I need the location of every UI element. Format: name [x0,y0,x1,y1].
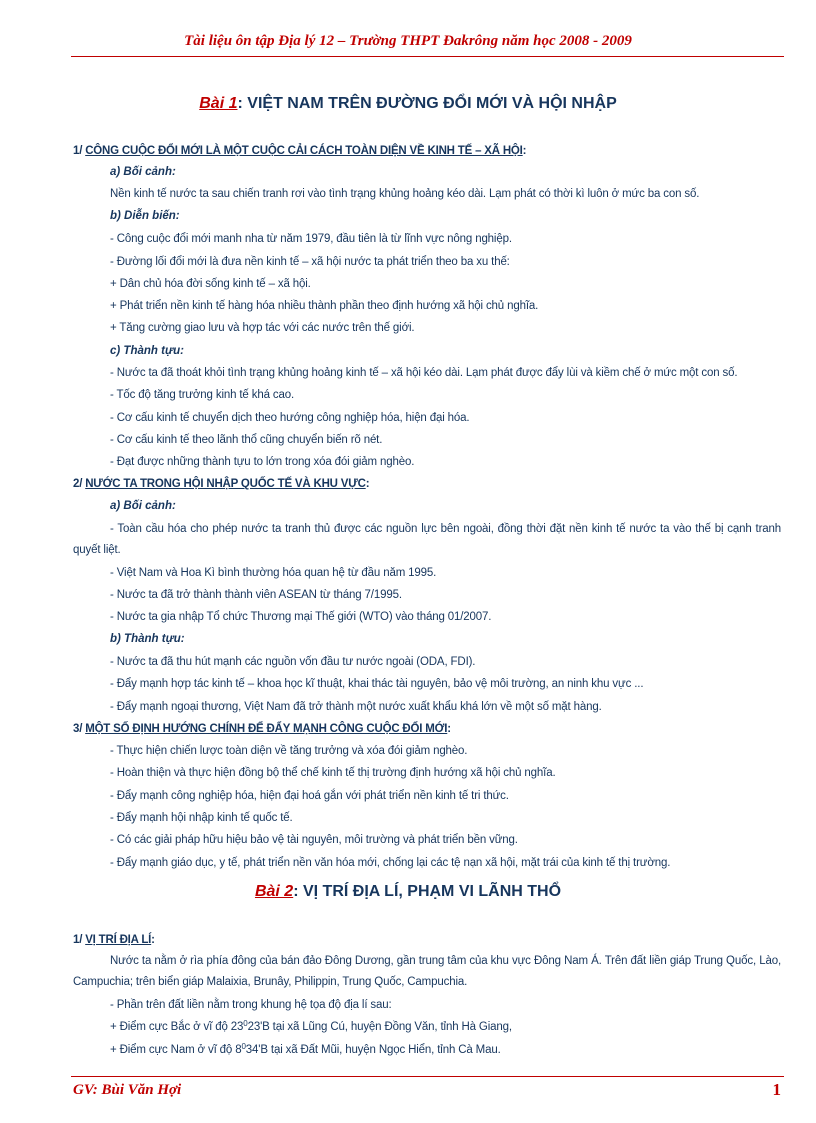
section-colon: : [522,145,527,157]
section-number: 1/ [73,934,86,946]
list-item [110,1021,782,1033]
list-item: - Cơ cấu kinh tế chuyển dịch theo hướng công nghiệp hóa, hiện đại hóa. [110,412,470,424]
list-item: - Hoàn thiện và thực hiện đồng bộ thể chế kinh tế thị trường định hướng xã hội chủ nghĩa. [110,767,556,779]
list-item: - Nước ta đã thu hút mạnh các nguồn vốn đầu tư nước ngoài (ODA, FDI). [110,656,476,668]
subheading-a: a) Bối cảnh: [110,500,176,512]
list-item: - Đường lối đổi mới là đưa nền kinh tế – xã hội nước ta phát triển theo ba xu thế: [110,256,510,268]
section-number: 1/ [73,145,86,157]
section-title: VỊ TRÍ ĐỊA LÍ [85,934,152,946]
lesson1-number: Bài 1 [199,95,238,112]
lesson1-heading: : VIỆT NAM TRÊN ĐƯỜNG ĐỔI MỚI VÀ HỘI NHẬP [237,95,617,112]
subheading-c: c) Thành tựu: [110,345,185,357]
list-item: - Công cuộc đổi mới manh nha từ năm 1979, đầu tiên là từ lĩnh vực nông nghiệp. [110,233,512,245]
list-item: - Nước ta gia nhập Tổ chức Thương mại Thế giới (WTO) vào tháng 01/2007. [110,611,492,623]
list-item: - Cơ cấu kinh tế theo lãnh thổ cũng chuyển biến rõ nét. [110,434,383,446]
section-title: NƯỚC TA TRONG HỘI NHẬP QUỐC TẾ VÀ KHU VỰC [85,478,366,490]
list-item: - Đẩy mạnh giáo dục, y tế, phát triển nền văn hóa mới, chống lại các tệ nạn xã hội, mặt trái của kinh tế thị trường. [110,857,671,869]
list-item: + Tăng cường giao lưu và hợp tác với các nước trên thế giới. [110,322,415,334]
list-item: - Đẩy mạnh ngoại thương, Việt Nam đã trở thành một nước xuất khẩu khá lớn về một số mặt hàng. [110,701,602,713]
list-item: - Phần trên đất liền nằm trong khung hệ tọa độ địa lí sau: [110,999,392,1011]
list-item: - Đẩy mạnh công nghiệp hóa, hiện đại hoá gắn với phát triển nền kinh tế tri thức. [110,790,509,802]
subheading-b: b) Diễn biến: [110,210,180,222]
section-title: CÔNG CUỘC ĐỔI MỚI LÀ MỘT CUỘC CẢI CÁCH TOÀN DIỆN VỀ KINH TẾ – XÃ HỘI [85,145,523,157]
list-item: - Tốc độ tăng trưởng kinh tế khá cao. [110,389,294,401]
lesson2-number: Bài 2 [254,883,294,900]
footer-author: GV: Bùi Văn Hợi [73,1082,182,1098]
lesson2-heading: : VỊ TRÍ ĐỊA LÍ, PHẠM VI LÃNH THỔ [293,883,562,900]
subheading-a: a) Bối cảnh: [110,166,176,178]
section-1-heading [73,145,526,157]
section-number: 2/ [73,478,86,490]
list-item: - Đẩy mạnh hợp tác kinh tế – khoa học kĩ thuật, khai thác tài nguyên, bảo vệ môi trường, an ninh khu vực ... [110,678,644,690]
coordinate-text: 23'B tại xã Lũng Cú, huyện Đồng Văn, tỉnh Hà Giang, [247,1021,512,1033]
degree-sup: 0 [241,1042,246,1051]
list-item: + Dân chủ hóa đời sống kinh tế – xã hội. [110,278,311,290]
coordinate-text: 34'B tại xã Đất Mũi, huyện Ngọc Hiển, tỉnh Cà Mau. [245,1044,501,1056]
list-item: - Nước ta đã thoát khỏi tình trạng khủng hoảng kinh tế – xã hội kéo dài. Lạm phát được đẩy lùi và kiềm chế ở mức một con số. [110,367,738,379]
section-3-heading [73,723,451,735]
list-item: + Phát triển nền kinh tế hàng hóa nhiều thành phần theo định hướng xã hội chủ nghĩa. [110,300,539,312]
footer-rule [71,1076,784,1077]
subheading-b: b) Thành tựu: [110,633,185,645]
lesson2-section-1-heading [73,934,155,946]
section-colon: : [447,723,451,735]
coordinate-text: + Điểm cực Nam ở vĩ độ 8 [110,1044,242,1056]
paragraph: Nước ta nằm ở rìa phía đông của bán đảo Đông Dương, gần trung tâm của khu vực Đông Nam Á. Trên đất liền giáp Trung Quốc, Lào, Campuchia; trên biển giáp Malaixia, Brunây, Philippin, Trung Quốc, Campuchia. [73,955,781,988]
list-item: - Đạt được những thành tựu to lớn trong xóa đói giảm nghèo. [110,456,415,468]
section-title: MỘT SỐ ĐỊNH HƯỚNG CHÍNH ĐỂ ĐẨY MẠNH CÔNG CUỘC ĐỔI MỚI [85,723,448,735]
section-number: 3/ [73,723,86,735]
lesson1-title [0,95,816,113]
list-item: - Có các giải pháp hữu hiệu bảo vệ tài nguyên, môi trường và phát triển bền vững. [110,834,518,846]
section-2-heading [73,478,369,490]
degree-sup: 0 [243,1019,248,1028]
list-item: - Đẩy mạnh hội nhập kinh tế quốc tế. [110,812,293,824]
section-colon: : [365,478,370,490]
paragraph: - Toàn cầu hóa cho phép nước ta tranh thủ được các nguồn lực bên ngoài, đồng thời đặt nền kinh tế nước ta vào thế bị cạnh tranh quyết liệt. [73,523,781,556]
page-header: Tài liệu ôn tập Địa lý 12 – Trường THPT Đakrông năm học 2008 - 2009 [184,33,632,49]
lesson2-title [0,883,816,901]
coordinate-text: + Điểm cực Bắc ở vĩ độ 23 [110,1021,244,1033]
list-item [110,1044,782,1056]
page-number: 1 [772,1080,781,1099]
list-item: - Thực hiện chiến lược toàn diện về tăng trưởng và xóa đói giảm nghèo. [110,745,468,757]
list-item: - Việt Nam và Hoa Kì bình thường hóa quan hệ từ đầu năm 1995. [110,567,437,579]
paragraph: Nền kinh tế nước ta sau chiến tranh rơi vào tình trạng khủng hoảng kéo dài. Lạm phát có thời kì luôn ở mức ba con số. [110,188,700,200]
section-colon: : [151,934,155,946]
header-rule [71,56,784,57]
list-item: - Nước ta đã trở thành thành viên ASEAN từ tháng 7/1995. [110,589,402,601]
